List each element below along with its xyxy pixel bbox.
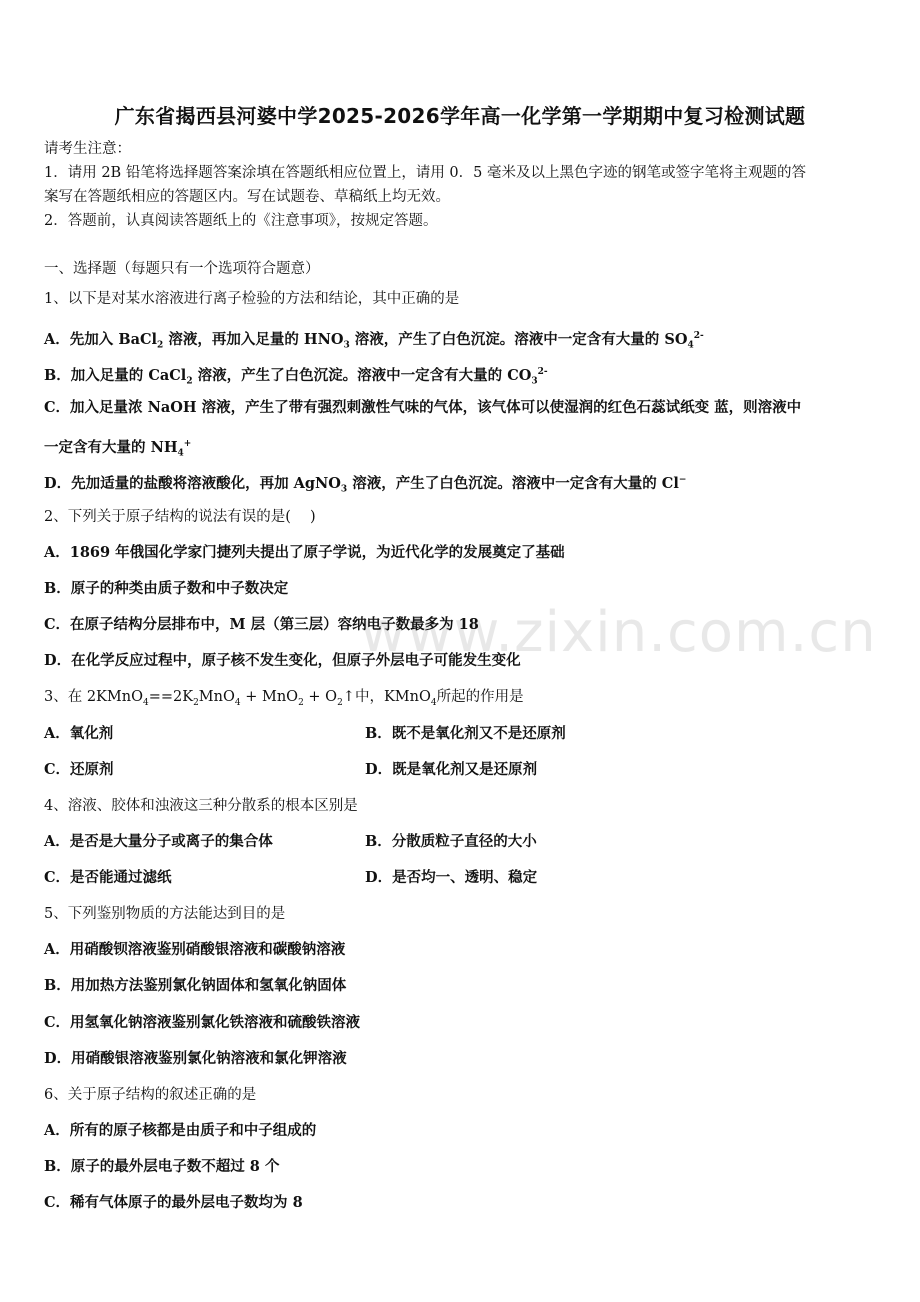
question-2-option-a: A．1869 年俄国化学家门捷列夫提出了原子学说，为近代化学的发展奠定了基础 — [44, 544, 565, 561]
question-2-option-b: B．原子的种类由质子数和中子数决定 — [44, 580, 289, 597]
watermark: www.zixin.com.cn — [360, 600, 877, 665]
question-5-option-a: A．用硝酸钡溶液鉴别硝酸银溶液和碳酸钠溶液 — [44, 941, 346, 958]
question-6-option-a: A．所有的原子核都是由质子和中子组成的 — [44, 1122, 317, 1139]
question-6-option-b: B．原子的最外层电子数不超过 8 个 — [44, 1158, 280, 1175]
question-1-stem: 1、以下是对某水溶液进行离子检验的方法和结论，其中正确的是 — [44, 291, 460, 307]
question-1-option-c-line-1: C．加入足量浓 NaOH 溶液，产生了带有强烈刺激性气味的气体，该气体可以使湿润的红色石蕊试纸变 蓝，则溶液中 — [44, 399, 802, 416]
question-3-option-b: B．既不是氧化剂又不是还原剂 — [365, 725, 566, 742]
question-1-option-a: A．先加入 BaCl$_2$ 溶液，再加入足量的 $HNO_3$ 溶液，产生了白色沉淀。溶液中一定含有大量的 $SO_4^{2-}$ — [44, 330, 704, 351]
question-6-stem: 6、关于原子结构的叙述正确的是 — [44, 1087, 257, 1103]
question-1-option-c-line-2: 一定含有大量的 $NH_4^+$ — [44, 438, 192, 459]
notice-header: 请考生注意： — [44, 141, 131, 157]
question-3-option-c: C．还原剂 — [44, 761, 114, 778]
notice-item-1-line-1: 1．请用 2B 铅笔将选择题答案涂填在答题纸相应位置上，请用 0．5 毫米及以上黑色字迹的钢笔或签字笔将主观题的答 — [44, 165, 806, 181]
question-5-option-c: C．用氢氧化钠溶液鉴别氯化铁溶液和硫酸铁溶液 — [44, 1014, 361, 1031]
question-1-option-b: B．加入足量的 CaCl$_2$ 溶液，产生了白色沉淀。溶液中一定含有大量的 $CO_3^{2-}$ — [44, 366, 548, 387]
question-5-option-d: D．用硝酸银溶液鉴别氯化钠溶液和氯化钾溶液 — [44, 1050, 347, 1067]
question-1-option-d: D．先加适量的盐酸将溶液酸化，再加 AgNO$_3$ 溶液，产生了白色沉淀。溶液中一定含有大量的 Cl− — [44, 474, 687, 495]
question-6-option-c: C．稀有气体原子的最外层电子数均为 8 — [44, 1194, 303, 1211]
question-2-option-d: D．在化学反应过程中，原子核不发生变化，但原子外层电子可能发生变化 — [44, 652, 521, 669]
question-2-option-c: C．在原子结构分层排布中，M 层（第三层）容纳电子数最多为 18 — [44, 616, 479, 633]
notice-item-2: 2．答题前，认真阅读答题纸上的《注意事项》，按规定答题。 — [44, 213, 438, 229]
question-2-stem: 2、下列关于原子结构的说法有误的是( ) — [44, 509, 316, 525]
question-5-stem: 5、下列鉴别物质的方法能达到目的是 — [44, 906, 286, 922]
page-title: 广东省揭西县河婆中学2025-2026学年高一化学第一学期期中复习检测试题 — [114, 104, 806, 128]
question-3-option-a: A．氧化剂 — [44, 725, 114, 742]
question-4-stem: 4、溶液、胶体和浊液这三种分散系的根本区别是 — [44, 798, 358, 814]
question-4-option-c: C．是否能通过滤纸 — [44, 869, 172, 886]
question-4-option-b: B．分散质粒子直径的大小 — [365, 833, 537, 850]
question-3-option-d: D．既是氧化剂又是还原剂 — [365, 761, 538, 778]
question-4-option-d: D．是否均一、透明、稳定 — [365, 869, 538, 886]
question-3-stem: 3、在 $2KMnO_4==2K_2MnO_4 + MnO_2$ + $O_2↑$中，KMnO$_4$所起的作用是 — [44, 689, 524, 708]
notice-item-1-line-2: 案写在答题纸相应的答题区内。写在试题卷、草稿纸上均无效。 — [44, 189, 450, 205]
question-4-option-a: A．是否是大量分子或离子的集合体 — [44, 833, 273, 850]
section-title: 一、选择题（每题只有一个选项符合题意） — [44, 261, 320, 277]
question-5-option-b: B．用加热方法鉴别氯化钠固体和氢氧化钠固体 — [44, 977, 347, 994]
